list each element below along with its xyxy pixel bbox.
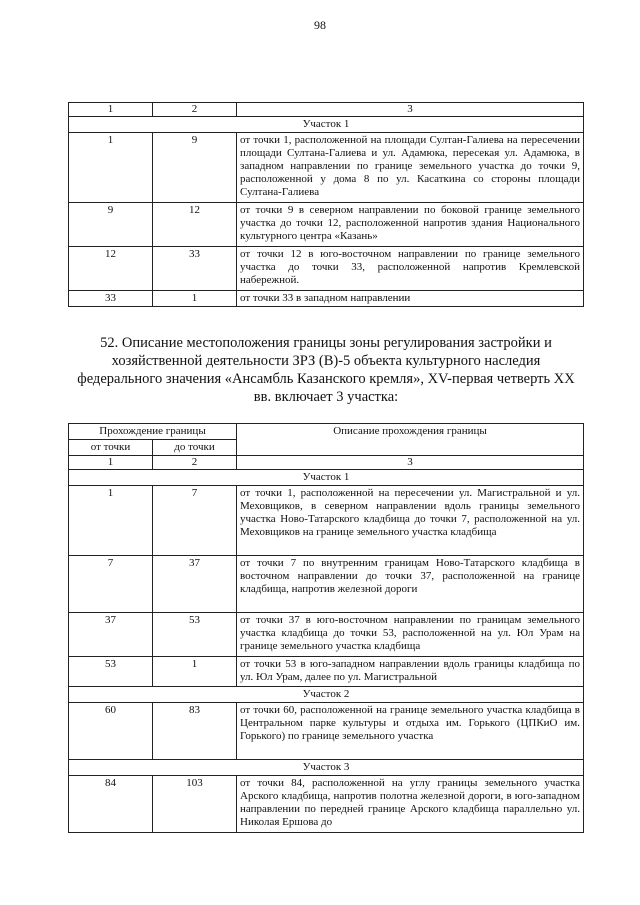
table-row xyxy=(69,133,584,203)
boundary-description: от точки 37 в юго-восточном направлении по границам земельного участка кладбища до точки 53, расположенной на ул. Юл Урам на границе земельного участка кладбища xyxy=(237,613,584,657)
header-passage: Прохождение границы xyxy=(69,424,237,440)
section-number: 52. xyxy=(100,335,119,351)
table-row xyxy=(69,291,584,307)
col-number-2: 2 xyxy=(153,456,237,470)
boundary-description: от точки 7 по внутренним границам Ново-Татарского кладбища в восточном направлении до точки 37, расположенной на границе кладбища, напротив железной дороги xyxy=(237,556,584,613)
section-title: Участок 1 xyxy=(69,470,584,486)
to-point: 9 xyxy=(153,133,237,203)
boundary-description: от точки 9 в северном направлении по боковой границе земельного участка до точки 12, расположенной напротив здания Национального культурного центра «Казань» xyxy=(237,203,584,247)
boundary-table-continued xyxy=(68,102,584,307)
to-point: 7 xyxy=(153,486,237,556)
table-row xyxy=(69,657,584,687)
from-point: 1 xyxy=(69,133,153,203)
from-point: 53 xyxy=(69,657,153,687)
header-row xyxy=(69,424,584,440)
section-row xyxy=(69,687,584,703)
to-point: 1 xyxy=(153,657,237,687)
section-row xyxy=(69,117,584,133)
to-point: 83 xyxy=(153,703,237,760)
from-point: 12 xyxy=(69,247,153,291)
table-row xyxy=(69,776,584,833)
section-heading xyxy=(68,334,584,406)
from-point: 60 xyxy=(69,703,153,760)
table-row xyxy=(69,703,584,760)
from-point: 33 xyxy=(69,291,153,307)
col-number-1: 1 xyxy=(69,456,153,470)
column-number-row xyxy=(69,456,584,470)
boundary-description: от точки 1, расположенной на пересечении ул. Магистральной и ул. Меховщиков, в северном направлении вдоль границы земельного участка Ново-Татарского кладбища до точки 7, расположенной на ул. Меховщиков на границе земельного участка кладбища xyxy=(237,486,584,556)
to-point: 53 xyxy=(153,613,237,657)
col-number-2: 2 xyxy=(153,103,237,117)
to-point: 103 xyxy=(153,776,237,833)
section-heading-text: Описание местоположения границы зоны регулирования застройки и хозяйственной деятельности ЗРЗ (В)-5 объекта культурного наследия федерального значения «Ансамбль Казанского кремля», XV-первая четверть XX вв. включает 3 участка: xyxy=(77,335,575,405)
from-point: 9 xyxy=(69,203,153,247)
section-title: Участок 3 xyxy=(69,760,584,776)
section-row xyxy=(69,470,584,486)
table-row xyxy=(69,556,584,613)
table-row xyxy=(69,203,584,247)
section-title: Участок 2 xyxy=(69,687,584,703)
from-point: 37 xyxy=(69,613,153,657)
boundary-description: от точки 84, расположенной на углу границы земельного участка Арского кладбища, напротив полотна железной дороги, в юго-западном направлении по передней границе Арского кладбища параллельно ул. Николая Ершова до xyxy=(237,776,584,833)
from-point: 1 xyxy=(69,486,153,556)
from-point: 84 xyxy=(69,776,153,833)
page-number: 98 xyxy=(314,18,326,32)
boundary-description: от точки 1, расположенной на площади Султан-Галиева на пересечении площади Султана-Галиева и ул. Адамюка, пересекая ул. Адамюка, в западном направлении по границе земельного участка до точки 9, расположенной у дома 8 по ул. Касаткина со стороны площади Султана-Галиева xyxy=(237,133,584,203)
col-number-3: 3 xyxy=(237,456,584,470)
from-point: 7 xyxy=(69,556,153,613)
table-row xyxy=(69,613,584,657)
section-title: Участок 1 xyxy=(69,117,584,133)
header-to: до точки xyxy=(153,440,237,456)
table-row xyxy=(69,486,584,556)
boundary-description: от точки 12 в юго-восточном направлении по границе земельного участка до точки 33, расположенной напротив Кремлевской набережной. xyxy=(237,247,584,291)
to-point: 37 xyxy=(153,556,237,613)
to-point: 33 xyxy=(153,247,237,291)
header-from: от точки xyxy=(69,440,153,456)
boundary-table xyxy=(68,423,584,833)
to-point: 12 xyxy=(153,203,237,247)
section-row xyxy=(69,760,584,776)
to-point: 1 xyxy=(153,291,237,307)
header-description: Описание прохождения границы xyxy=(237,424,584,456)
column-number-row xyxy=(69,103,584,117)
boundary-description: от точки 33 в западном направлении xyxy=(237,291,584,307)
table-row xyxy=(69,247,584,291)
boundary-description: от точки 53 в юго-западном направлении вдоль границы кладбища по ул. Юл Урам, далее по ул. Магистральной xyxy=(237,657,584,687)
boundary-description: от точки 60, расположенной на границе земельного участка кладбища в Центральном парке культуры и отдыха им. Горького (ЦПКиО им. Горького) по границе земельного участка xyxy=(237,703,584,760)
col-number-1: 1 xyxy=(69,103,153,117)
col-number-3: 3 xyxy=(237,103,584,117)
